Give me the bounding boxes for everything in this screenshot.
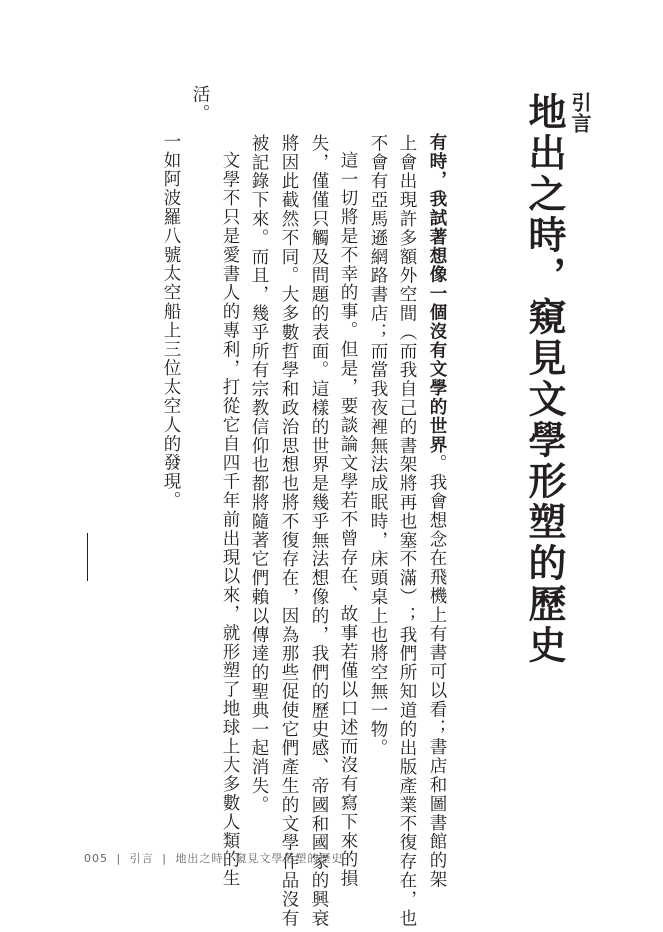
opening-bold-phrase: 有時，我試著想像一個沒有文學的世界	[427, 133, 447, 455]
paragraph-column: 活。	[190, 85, 210, 123]
paragraph-column: 文學不只是愛書人的專利，打從它自四千年前出現以來，就形塑了地球上大多數人類的生	[220, 151, 240, 889]
page-number: 005	[84, 852, 108, 865]
paragraph-column: 不會有亞馬遜網路書店；而當我夜裡無法成眠時，床頭桌上也將空無一物。	[368, 134, 388, 758]
chapter-title: 地出之時，窺見文學形塑的歷史	[522, 92, 567, 666]
paragraph-column: 這一切將是不幸的事。但是，要談論文學若不曾存在、故事若僅以口述而沒有寫下來的損	[338, 151, 358, 889]
paragraph-column: 一如阿波羅八號太空船上三位太空人的發現。	[161, 132, 181, 510]
page-footer	[84, 850, 343, 866]
footer-separator: |	[162, 852, 167, 865]
section-divider	[87, 533, 88, 581]
footer-chapter-title: 地出之時，窺見文學形塑的歷史	[175, 852, 344, 865]
paragraph-column: 失，僅僅只觸及問題的表面。這樣的世界是幾乎無法想像的，我們的歷史感、帝國和國家的興衰	[309, 134, 329, 928]
paragraph-column: 上會出現許多額外空間（而我自己的書架將再也塞不滿）；我們所知道的出版產業不復存在，也	[397, 134, 417, 928]
footer-separator: |	[116, 852, 122, 865]
paragraph-text: 。我會想念在飛機上有書可以看；書店和圖書館的架	[427, 454, 447, 890]
footer-section: 引言	[129, 852, 154, 865]
paragraph-column: 將因此截然不同。大多數哲學和政治思想也將不復存在，因為那些促使它們產生的文學作品沒有	[279, 134, 299, 928]
paragraph-column: 被記錄下來。而且，幾乎所有宗教信仰也都將隨著它們賴以傳達的聖典一起消失。	[249, 134, 269, 815]
paragraph-column	[428, 133, 446, 889]
section-label: 引言	[568, 92, 592, 134]
